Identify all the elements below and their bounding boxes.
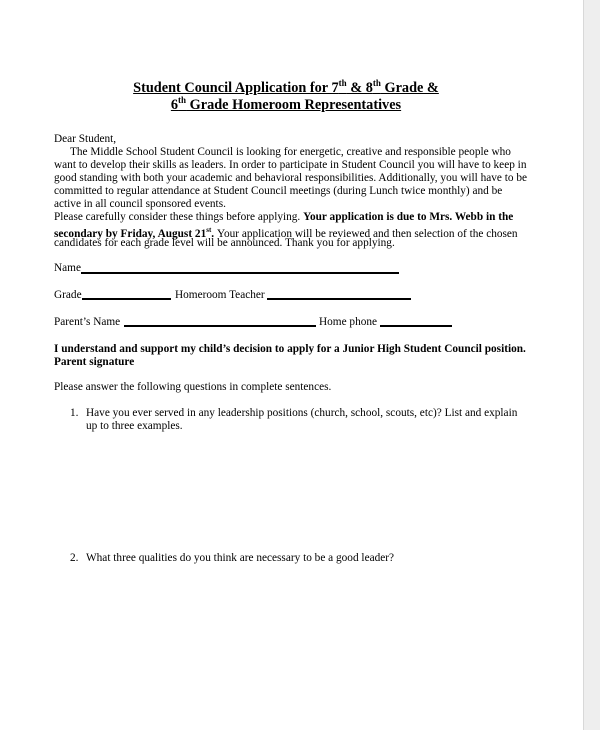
question-1-text: up to three examples. — [86, 420, 183, 432]
title-superscript: th — [178, 95, 187, 106]
due-date-text: . — [211, 227, 217, 240]
homeroom-teacher-label: Homeroom Teacher — [175, 289, 265, 301]
paragraph-line: candidates for each grade level will be announced. Thank you for applying. — [54, 237, 395, 249]
due-date-text: Your application is due to Mrs. Webb in the — [303, 211, 514, 223]
grade-field[interactable] — [82, 298, 171, 300]
grade-label: Grade — [54, 289, 82, 301]
questions-intro: Please answer the following questions in complete sentences. — [54, 381, 332, 393]
question-number: 2. — [70, 552, 79, 564]
page-title — [0, 80, 572, 97]
page-subtitle — [0, 97, 572, 114]
question-2-text: What three qualities do you think are necessary to be a good leader? — [86, 552, 395, 564]
paragraph-line: good standing with both your academic and behavioral responsibilities. Additionally, you will have to be — [54, 172, 528, 184]
title-text: Student Council Application for 7 — [133, 80, 339, 96]
question-number: 1. — [70, 407, 79, 419]
due-date-superscript: st — [206, 226, 212, 234]
title-text: & 8 — [346, 80, 373, 96]
name-label: Name — [54, 262, 81, 274]
paragraph-text: Your application will be reviewed and then selection of the chosen — [216, 227, 518, 240]
question-1-text: Have you ever served in any leadership positions (church, school, scouts, etc)? List and explain — [86, 407, 518, 419]
title-superscript: th — [372, 78, 381, 89]
title-text: Grade & — [380, 80, 439, 96]
home-phone-field[interactable] — [380, 325, 452, 327]
due-date-text: secondary by Friday, August 21 — [54, 227, 207, 240]
title-superscript: th — [338, 78, 347, 89]
name-field[interactable] — [81, 272, 399, 274]
paragraph-line: committed to regular attendance at Student Council meetings (during Lunch twice monthly) and be — [54, 185, 503, 197]
parent-name-field[interactable] — [124, 325, 316, 327]
deadline-line — [54, 211, 513, 224]
paragraph-line: active in all council sponsored events. — [54, 198, 226, 210]
home-phone-label: Home phone — [319, 316, 378, 328]
paragraph-line: want to develop their skills as leaders. In order to participate in Student Council you will have to keep in — [54, 159, 527, 171]
paragraph-text: Please carefully consider these things before applying. — [54, 211, 304, 223]
consent-statement: I understand and support my child’s decision to apply for a Junior High Student Council position. — [54, 343, 526, 355]
parent-name-label: Parent’s Name — [54, 316, 121, 328]
homeroom-teacher-field[interactable] — [267, 298, 411, 300]
paragraph-line: The Middle School Student Council is looking for energetic, creative and responsible people who — [70, 146, 511, 158]
greeting: Dear Student, — [54, 133, 117, 145]
parent-signature-label: Parent signature — [54, 356, 135, 368]
title-text: 6 — [170, 97, 179, 113]
title-text: Grade Homeroom Representatives — [186, 97, 402, 113]
scrollbar[interactable] — [584, 0, 600, 730]
